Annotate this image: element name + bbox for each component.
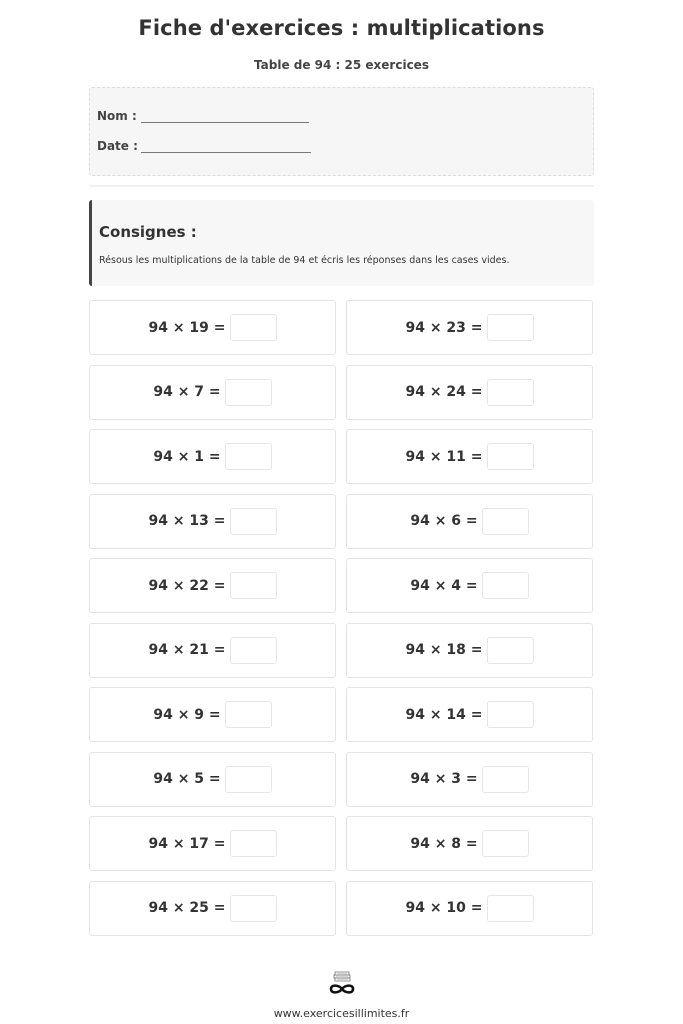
exercise-expression: 94 × 22 = xyxy=(148,577,226,594)
exercise-expression: 94 × 9 = xyxy=(153,706,221,723)
exercise-expression: 94 × 14 = xyxy=(405,706,483,723)
section-divider xyxy=(89,185,594,187)
page-title: Fiche d'exercices : multiplications xyxy=(138,16,545,40)
answer-box[interactable] xyxy=(482,766,529,793)
exercise-expression: 94 × 23 = xyxy=(405,319,483,336)
answer-box[interactable] xyxy=(487,314,534,341)
exercise-card xyxy=(89,623,336,678)
answer-box[interactable] xyxy=(487,379,534,406)
answer-box[interactable] xyxy=(225,379,272,406)
name-field xyxy=(97,109,309,123)
answer-box[interactable] xyxy=(225,443,272,470)
exercise-card xyxy=(89,687,336,742)
name-label: Nom : xyxy=(97,109,137,123)
exercise-expression: 94 × 8 = xyxy=(410,835,478,852)
answer-box[interactable] xyxy=(230,572,277,599)
exercise-expression: 94 × 19 = xyxy=(148,319,226,336)
name-blank-line[interactable] xyxy=(141,111,309,123)
exercise-card xyxy=(89,752,336,807)
exercise-card xyxy=(346,752,593,807)
exercise-expression: 94 × 4 = xyxy=(410,577,478,594)
exercise-card xyxy=(89,494,336,549)
answer-box[interactable] xyxy=(487,443,534,470)
answer-box[interactable] xyxy=(225,701,272,728)
answer-box[interactable] xyxy=(482,508,529,535)
instructions-box xyxy=(89,200,594,286)
website-url[interactable]: www.exercicesillimites.fr xyxy=(273,1007,410,1020)
exercise-card xyxy=(346,494,593,549)
answer-box[interactable] xyxy=(487,637,534,664)
exercise-expression: 94 × 17 = xyxy=(148,835,226,852)
exercise-expression: 94 × 5 = xyxy=(153,771,221,787)
answer-box[interactable] xyxy=(230,637,277,664)
exercise-card xyxy=(89,558,336,613)
answer-box[interactable] xyxy=(487,895,534,922)
exercise-card xyxy=(346,429,593,484)
answer-box[interactable] xyxy=(482,572,529,599)
date-label: Date : xyxy=(97,139,138,153)
exercise-expression: 94 × 1 = xyxy=(153,448,221,465)
exercise-expression: 94 × 24 = xyxy=(405,384,483,400)
exercise-card xyxy=(89,816,336,871)
exercise-card xyxy=(346,623,593,678)
exercise-expression: 94 × 11 = xyxy=(405,448,483,465)
exercise-card xyxy=(346,816,593,871)
exercise-expression: 94 × 3 = xyxy=(410,771,478,787)
answer-box[interactable] xyxy=(487,701,534,728)
exercise-card xyxy=(346,365,593,420)
exercise-expression: 94 × 18 = xyxy=(405,642,483,658)
date-field xyxy=(97,139,311,153)
student-info-box xyxy=(89,87,594,176)
exercise-card xyxy=(89,429,336,484)
exercise-expression: 94 × 7 = xyxy=(153,384,221,400)
answer-box[interactable] xyxy=(230,314,277,341)
exercise-card xyxy=(89,881,336,936)
answer-box[interactable] xyxy=(230,895,277,922)
exercise-expression: 94 × 25 = xyxy=(148,900,226,916)
page-subtitle: Table de 94 : 25 exercices xyxy=(254,58,429,72)
answer-box[interactable] xyxy=(230,508,277,535)
instructions-title: Consignes : xyxy=(99,223,197,241)
answer-box[interactable] xyxy=(225,766,272,793)
exercise-card xyxy=(346,687,593,742)
exercise-expression: 94 × 10 = xyxy=(405,900,483,916)
date-blank-line[interactable] xyxy=(141,141,311,153)
exercise-card xyxy=(89,300,336,355)
exercise-card xyxy=(346,881,593,936)
answer-box[interactable] xyxy=(482,830,529,857)
instructions-text: Résous les multiplications de la table de 94 et écris les réponses dans les cases vides. xyxy=(99,255,510,266)
answer-box[interactable] xyxy=(230,830,277,857)
exercise-expression: 94 × 21 = xyxy=(148,642,226,658)
exercise-expression: 94 × 6 = xyxy=(410,513,478,529)
exercise-card xyxy=(89,365,336,420)
exercise-card xyxy=(346,558,593,613)
infinity-books-icon xyxy=(326,970,358,998)
exercise-expression: 94 × 13 = xyxy=(148,513,226,529)
exercise-card xyxy=(346,300,593,355)
